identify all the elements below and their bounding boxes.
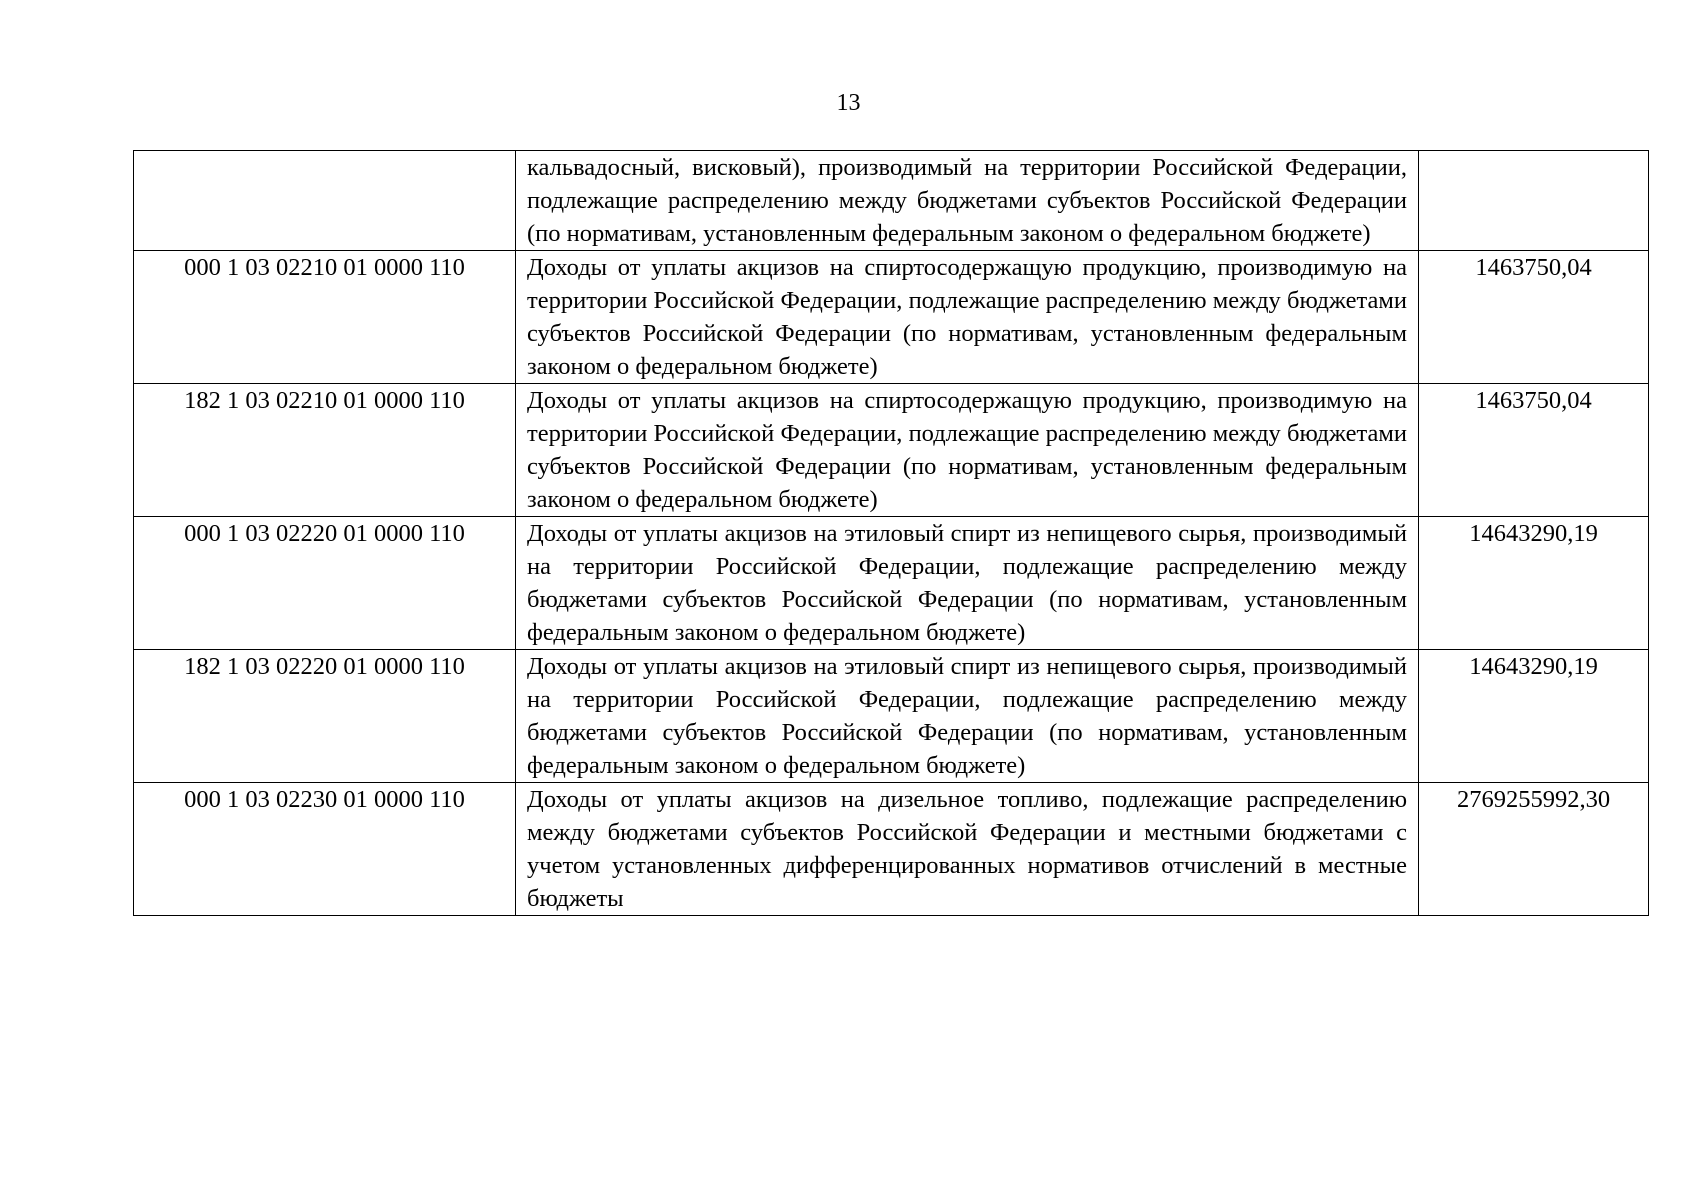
revenue-description-cell: кальвадосный, висковый), производимый на территории Российской Федерации, подлежащие распределению между бюджетами субъектов Российской Федерации (по нормативам, установленным федеральным законом о федеральном бюджете) [516,151,1419,251]
revenue-description-cell: Доходы от уплаты акцизов на дизельное топливо, подлежащие распределению между бюджетами субъектов Российской Федерации и местными бюджетами с учетом установленных дифференцированных нормативов отчислений в местные бюджеты [516,783,1419,916]
budget-code-cell: 000 1 03 02230 01 0000 110 [134,783,516,916]
budget-code-cell: 182 1 03 02220 01 0000 110 [134,650,516,783]
amount-cell: 14643290,19 [1419,650,1649,783]
budget-code-cell [134,151,516,251]
table-row [134,384,1649,517]
revenue-description-cell: Доходы от уплаты акцизов на этиловый спирт из непищевого сырья, производимый на территории Российской Федерации, подлежащие распределению между бюджетами субъектов Российской Федерации (по нормативам, установленным федеральным законом о федеральном бюджете) [516,650,1419,783]
amount-cell: 2769255992,30 [1419,783,1649,916]
revenue-description-cell: Доходы от уплаты акцизов на спиртосодержащую продукцию, производимую на территории Российской Федерации, подлежащие распределению между бюджетами субъектов Российской Федерации (по нормативам, установленным федеральным законом о федеральном бюджете) [516,384,1419,517]
page-number: 13 [836,90,861,116]
table-row [134,151,1649,251]
revenue-description-cell: Доходы от уплаты акцизов на этиловый спирт из непищевого сырья, производимый на территории Российской Федерации, подлежащие распределению между бюджетами субъектов Российской Федерации (по нормативам, установленным федеральным законом о федеральном бюджете) [516,517,1419,650]
revenue-table [133,150,1649,916]
budget-code-cell: 182 1 03 02210 01 0000 110 [134,384,516,517]
revenue-description-cell: Доходы от уплаты акцизов на спиртосодержащую продукцию, производимую на территории Российской Федерации, подлежащие распределению между бюджетами субъектов Российской Федерации (по нормативам, установленным федеральным законом о федеральном бюджете) [516,251,1419,384]
amount-cell: 14643290,19 [1419,517,1649,650]
budget-code-cell: 000 1 03 02210 01 0000 110 [134,251,516,384]
table-row [134,517,1649,650]
amount-cell [1419,151,1649,251]
table-row [134,783,1649,916]
table-row [134,251,1649,384]
amount-cell: 1463750,04 [1419,384,1649,517]
amount-cell: 1463750,04 [1419,251,1649,384]
budget-code-cell: 000 1 03 02220 01 0000 110 [134,517,516,650]
table-row [134,650,1649,783]
